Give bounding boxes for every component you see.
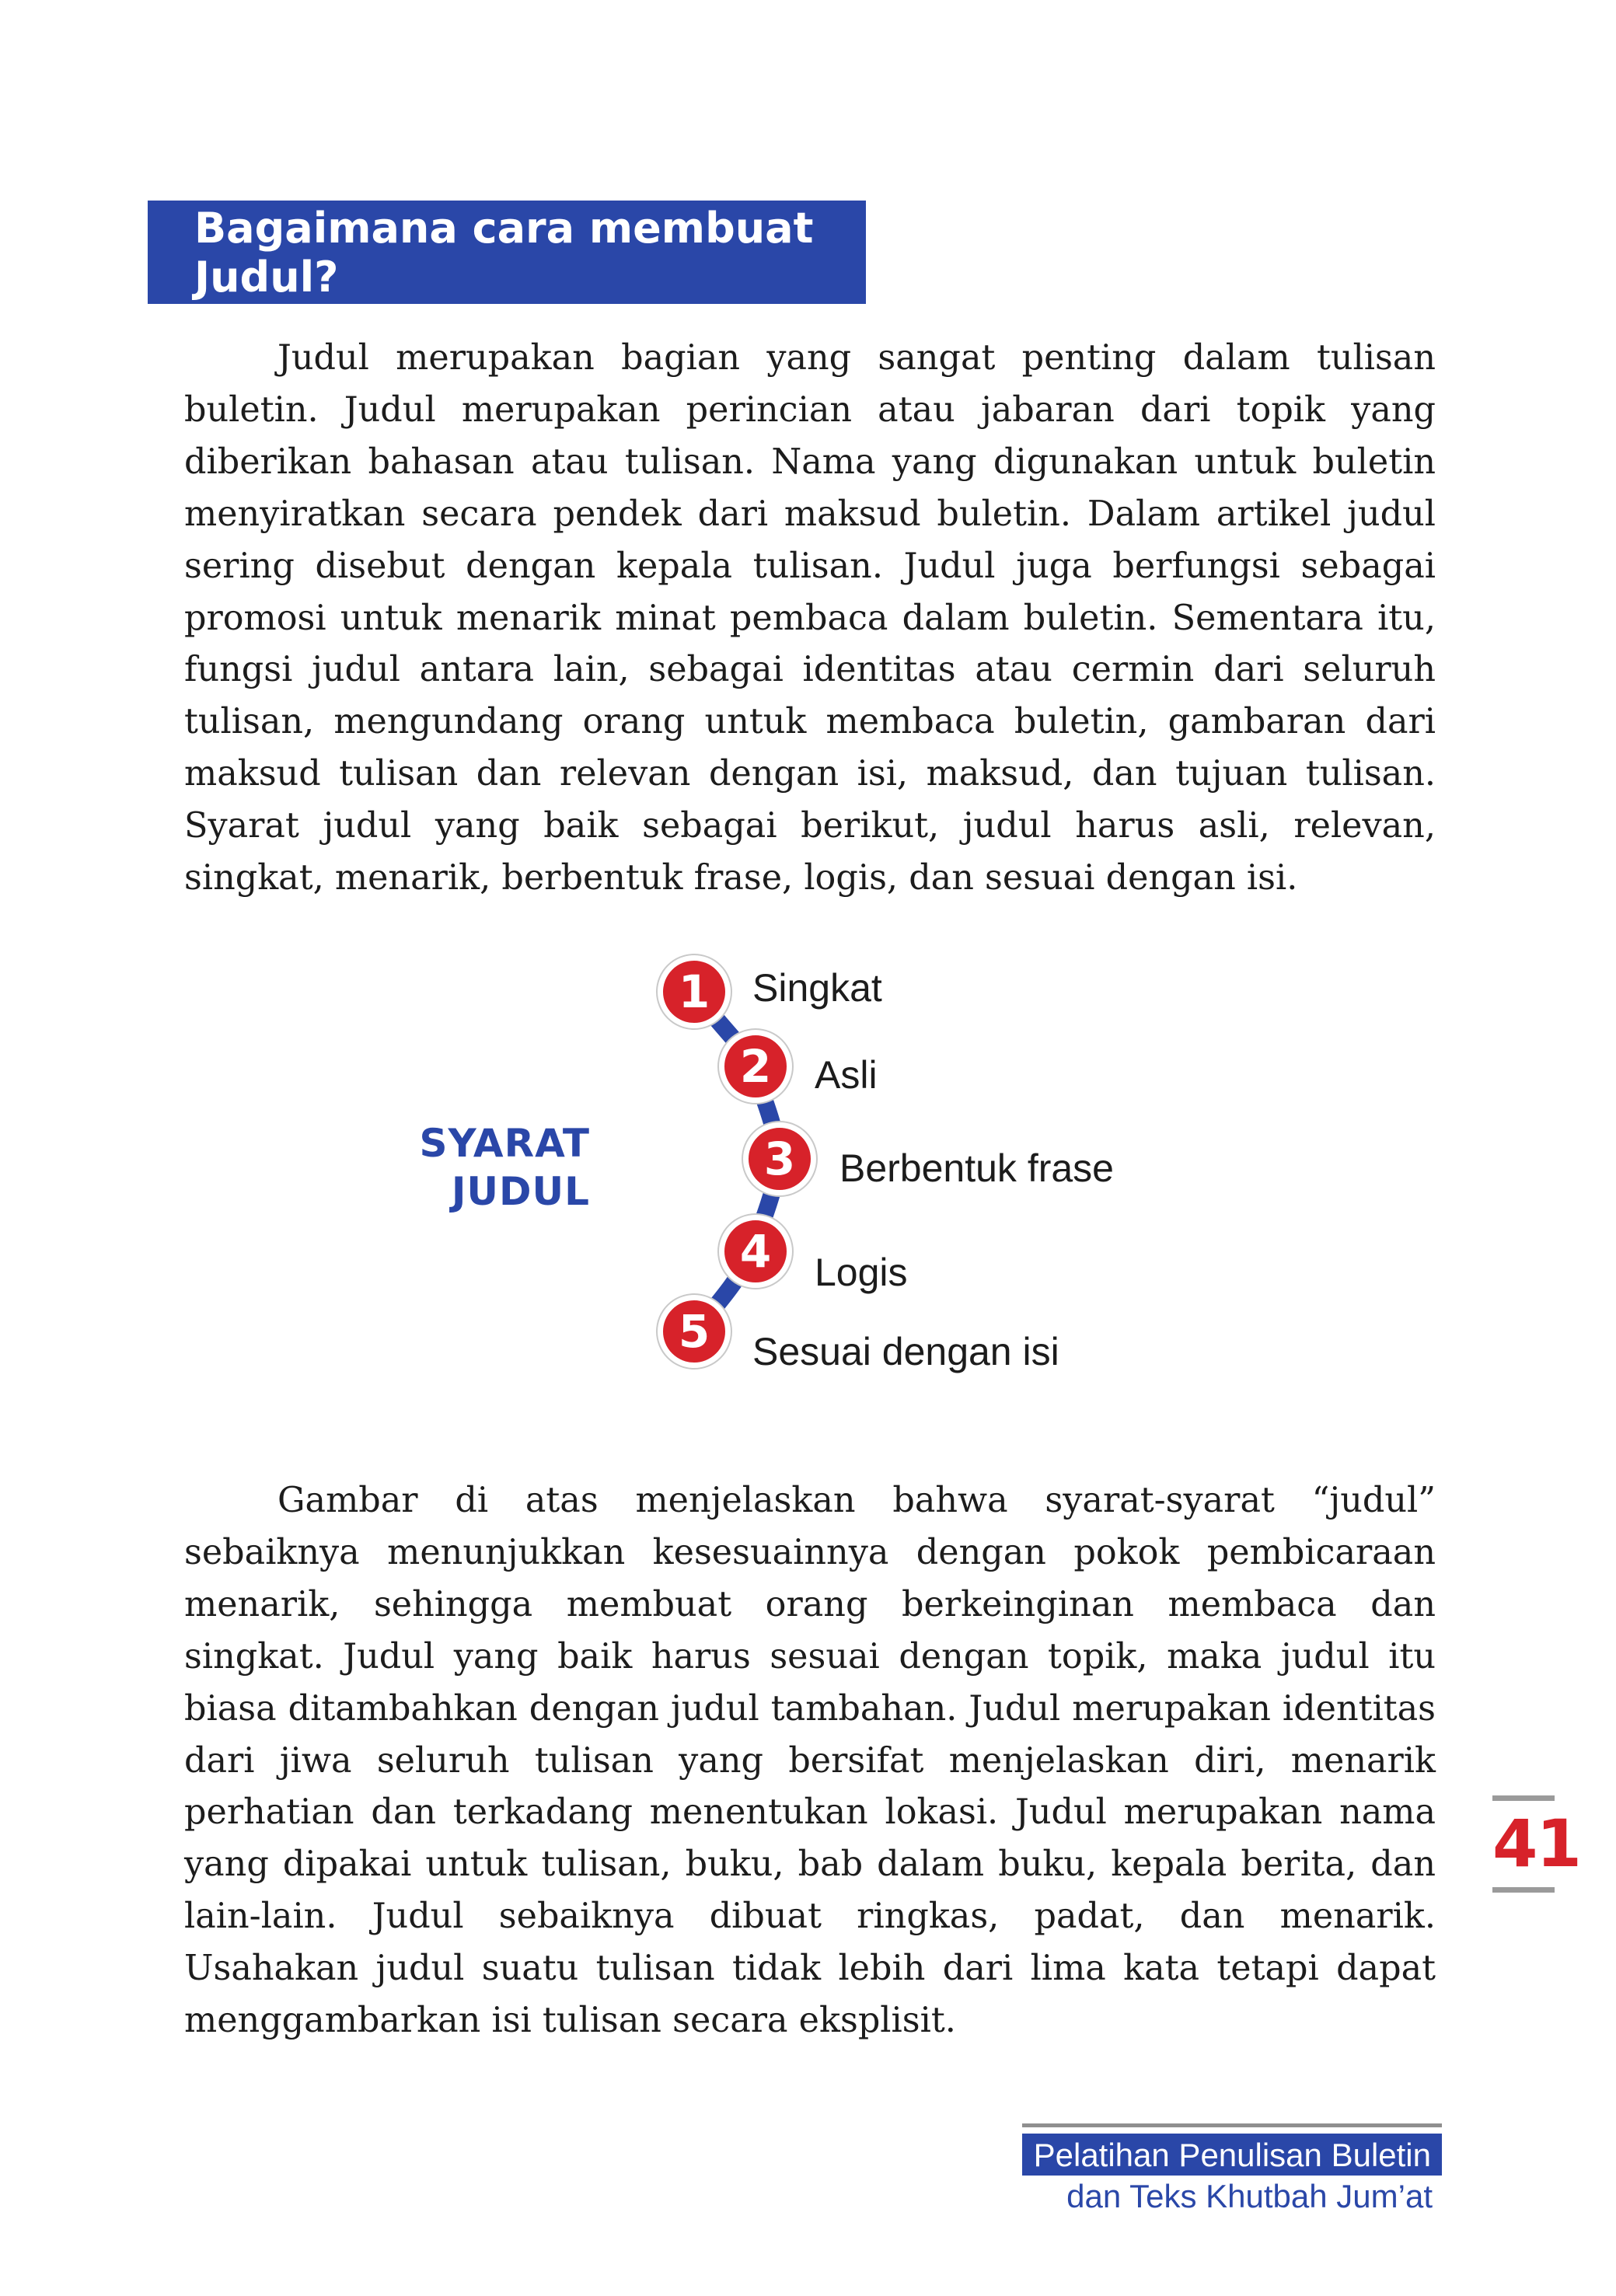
step-1-number: 1 — [678, 965, 710, 1018]
footer-book-title — [1022, 2123, 1442, 2217]
page-number — [1492, 1795, 1580, 1893]
footer-rule — [1022, 2123, 1442, 2127]
diagram-title-line2: JUDUL — [451, 1169, 590, 1214]
page-number-rule-bottom — [1492, 1887, 1555, 1893]
step-1-label: Singkat — [752, 966, 882, 1010]
step-5-number: 5 — [678, 1305, 710, 1358]
diagram-title — [419, 1119, 590, 1216]
syarat-judul-diagram — [0, 917, 1616, 1415]
step-3-number: 3 — [763, 1132, 796, 1185]
step-4-number: 4 — [739, 1225, 772, 1278]
step-1-badge — [658, 955, 731, 1028]
step-3-badge — [743, 1122, 816, 1195]
step-4-badge — [719, 1215, 792, 1288]
paragraph-intro: Judul merupakan bagian yang sangat penting dalam tulisan buletin. Judul merupakan perincian atau jabaran dari topik yang diberikan bahasan atau tulisan. Nama yang digunakan untuk buletin menyiratkan secara pendek dari maksud buletin. Dalam artikel judul sering disebut dengan kepala tulisan. Judul juga berfungsi sebagai promosi untuk menarik minat pembaca dalam buletin. Sementara itu, fungsi judul antara lain, sebagai identitas atau cermin dari seluruh tulisan, mengundang orang untuk membaca buletin, gambaran dari maksud tulisan dan relevan dengan isi, maksud, dan tujuan tulisan. Syarat judul yang baik sebagai berikut, judul harus asli, relevan, singkat, menarik, berbentuk frase, logis, dan sesuai dengan isi. — [184, 338, 1436, 899]
page-number-rule-top — [1492, 1795, 1555, 1801]
step-2-badge — [719, 1030, 792, 1103]
section-heading — [148, 201, 866, 304]
paragraph-explanation: Gambar di atas menjelaskan bahwa syarat-syarat “judul” sebaiknya menunjukkan kesesuainnya dengan pokok pembicaraan menarik, sehingga membuat orang berkeinginan membaca dan singkat. Judul yang baik harus sesuai dengan topik, maka judul itu biasa ditambahkan dengan judul tambahan. Judul merupakan identitas dari jiwa seluruh tulisan yang bersifat menjelaskan diri, menarik perhatian dan terkadang menentukan lokasi. Judul merupakan nama yang dipakai untuk tulisan, buku, bab dalam buku, kepala berita, dan lain-lain. Judul sebaiknya dibuat ringkas, padat, dan menarik. Usahakan judul suatu tulisan tidak lebih dari lima kata tetapi dapat menggambarkan isi tulisan secara eksplisit. — [184, 1481, 1436, 2041]
footer-line1: Pelatihan Penulisan Buletin — [1022, 2134, 1442, 2176]
page-number-text: 41 — [1492, 1806, 1580, 1882]
diagram-title-line1: SYARAT — [419, 1121, 590, 1166]
section-heading-text: Bagaimana cara membuat Judul? — [194, 203, 814, 302]
step-5-badge — [658, 1295, 731, 1368]
step-2-label: Asli — [815, 1053, 878, 1097]
footer-line2: dan Teks Khutbah Jum’at — [1066, 2178, 1433, 2214]
step-4-label: Logis — [815, 1251, 908, 1294]
step-2-number: 2 — [739, 1040, 772, 1093]
step-5-label: Sesuai dengan isi — [752, 1330, 1059, 1373]
step-3-label: Berbentuk frase — [839, 1146, 1114, 1190]
